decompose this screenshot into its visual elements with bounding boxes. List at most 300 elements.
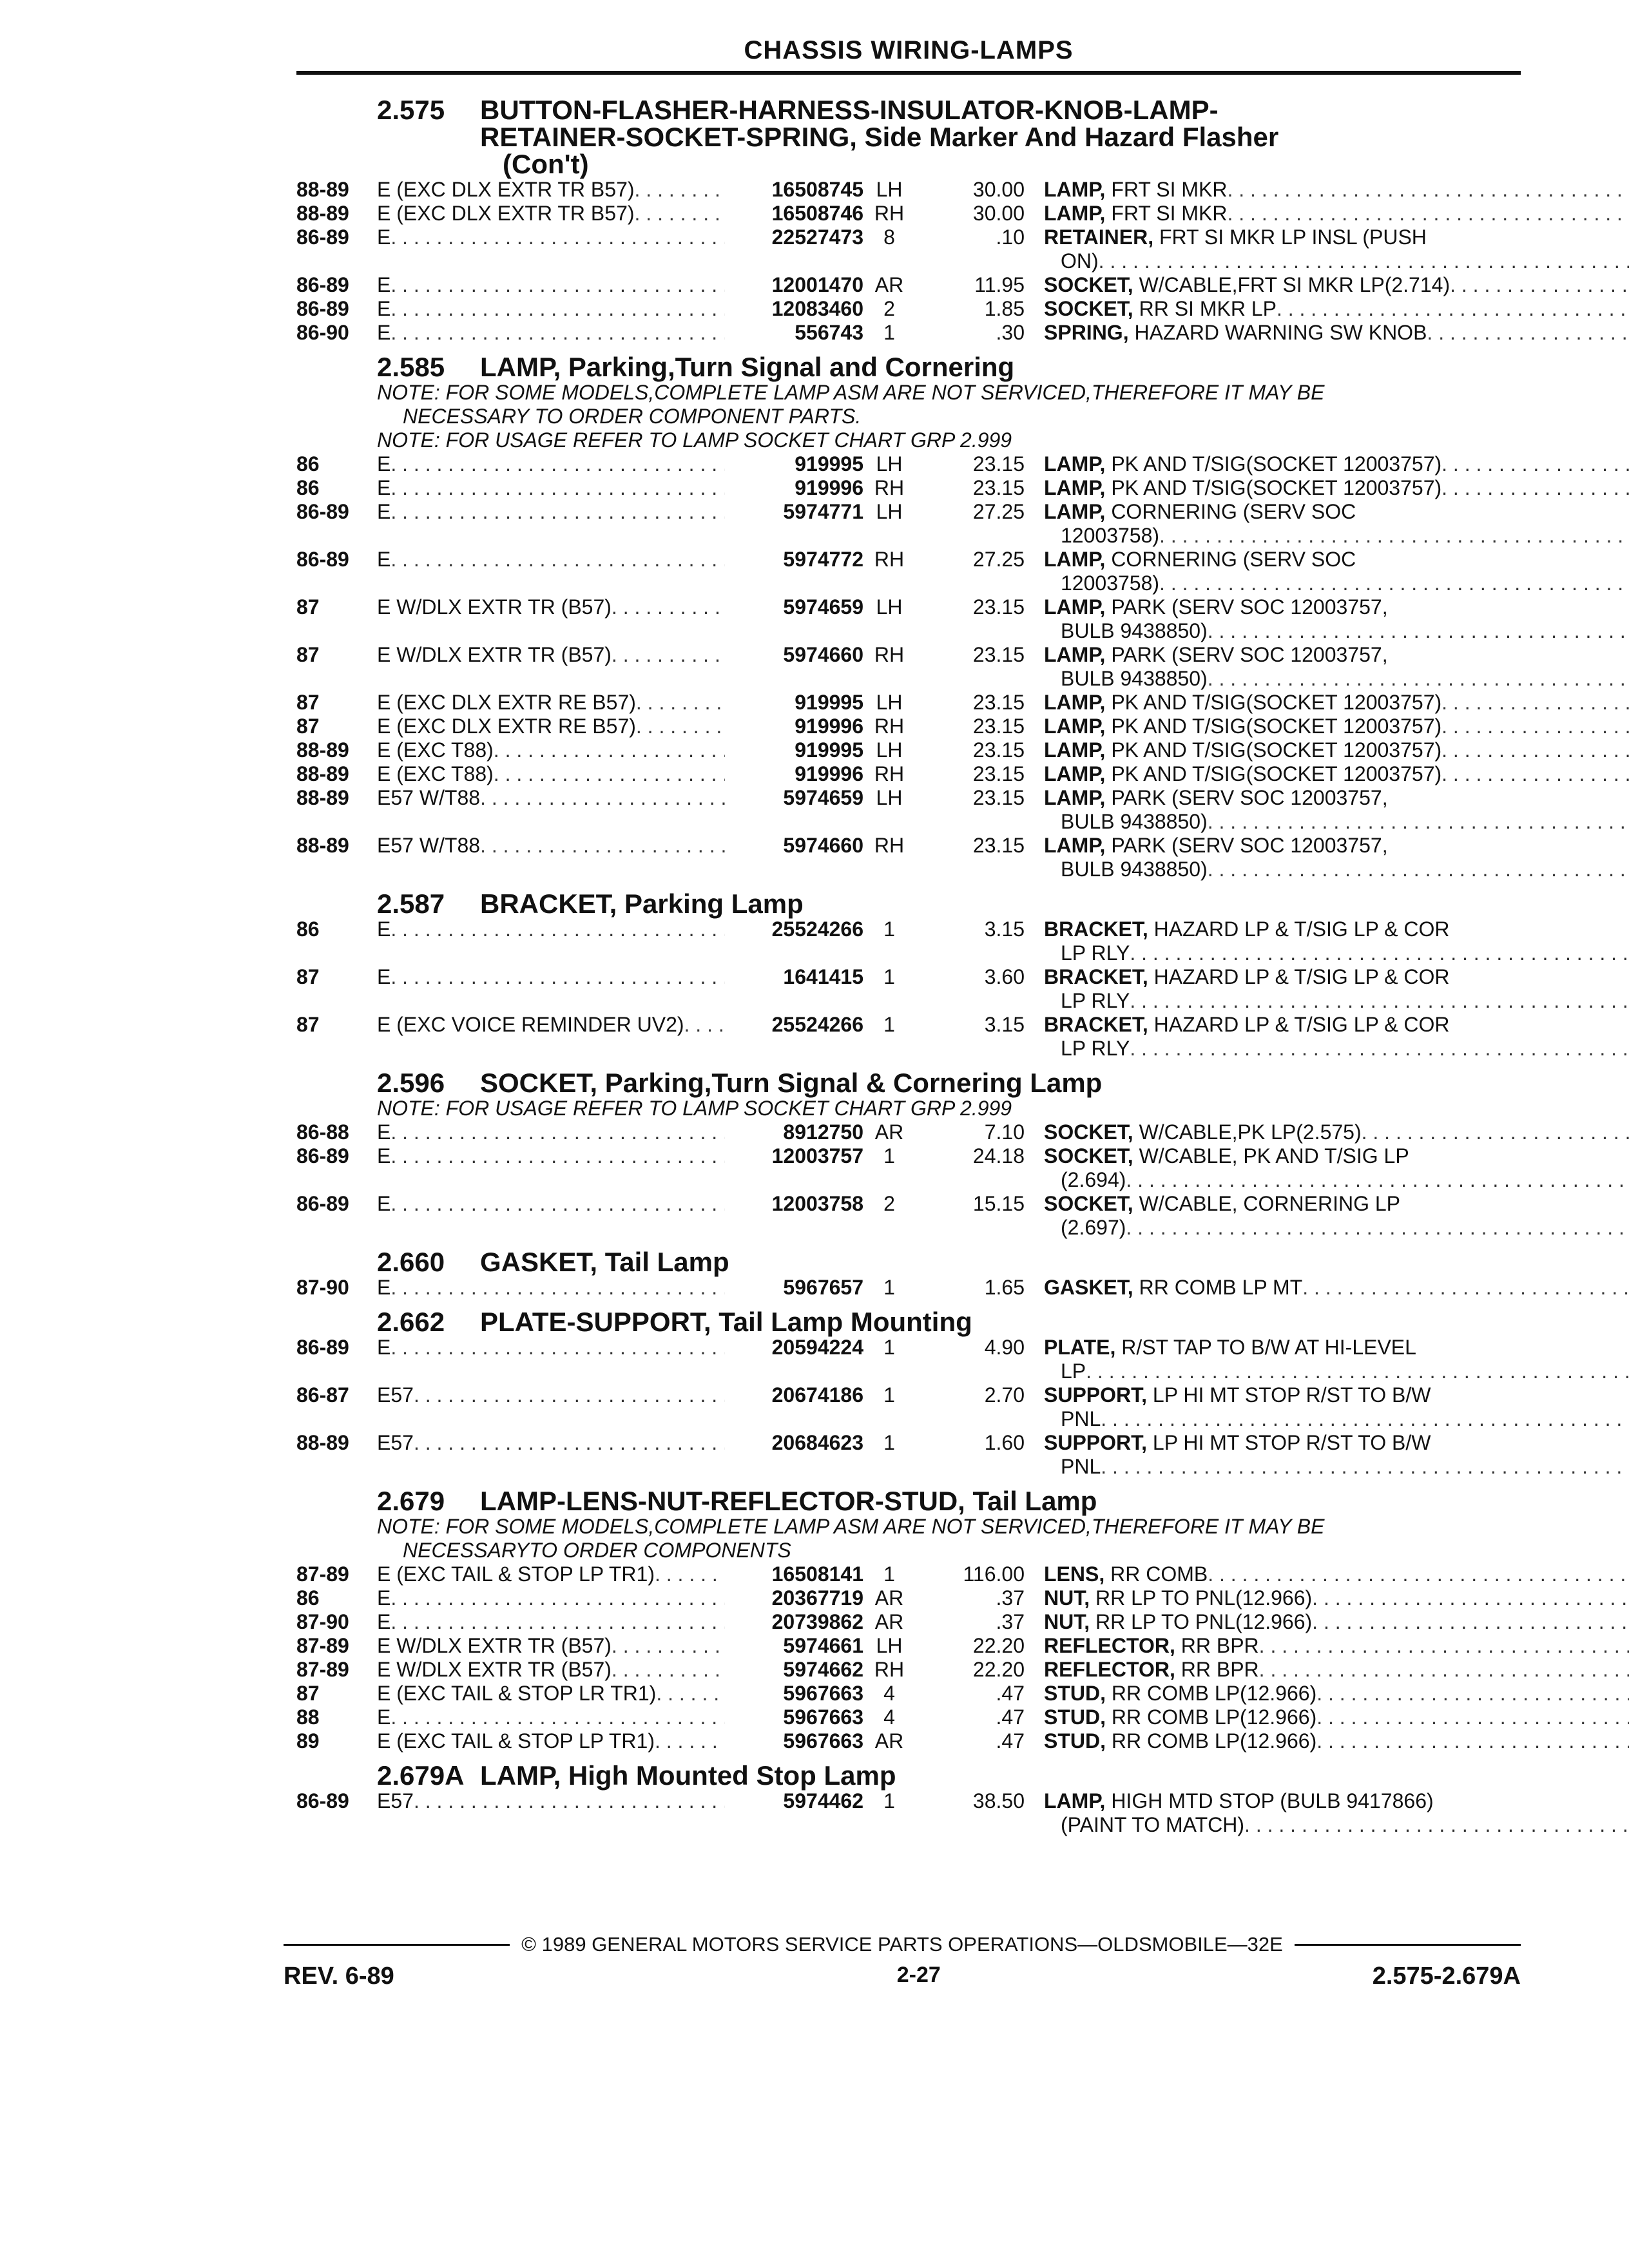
note-line: NOTE: FOR SOME MODELS,COMPLETE LAMP ASM ARE NOT SERVICED,THEREFORE IT MAY BE <box>377 1515 1325 1538</box>
description <box>1044 1431 1629 1479</box>
usage-code-text: E57 W/T88 <box>377 786 481 809</box>
description-detail: PNL <box>1061 1407 1101 1430</box>
part-number: 5974661 <box>783 1634 863 1657</box>
dot-leader <box>390 965 725 1013</box>
description <box>1044 965 1629 1013</box>
part-number: 25524266 <box>771 918 863 941</box>
part-number: 20367719 <box>771 1586 863 1610</box>
part-row <box>296 1789 1521 1837</box>
description-line <box>1044 297 1629 321</box>
dot-leader <box>480 834 725 881</box>
section-heading <box>296 97 1521 178</box>
quantity: 1 <box>883 1336 895 1359</box>
description-text <box>1061 989 1130 1013</box>
page-number: 2-27 <box>896 1963 941 1987</box>
part-number: 20674186 <box>771 1383 863 1407</box>
description-text <box>1061 1813 1244 1837</box>
description-detail: (2.697) <box>1061 1216 1126 1239</box>
description <box>1044 1383 1629 1431</box>
part-row <box>296 1013 1521 1061</box>
part-row <box>296 452 1521 476</box>
description-detail: LP RLY <box>1061 1037 1130 1060</box>
description <box>1044 918 1629 965</box>
dot-leader <box>1316 1682 1629 1706</box>
price: 2.70 <box>984 1383 1025 1407</box>
description-detail: W/CABLE,PK LP(2.575) <box>1139 1120 1362 1144</box>
model-years: 86-89 <box>296 548 349 571</box>
dot-leader <box>1316 1706 1629 1729</box>
description <box>1044 178 1629 202</box>
dot-leader <box>1312 1586 1629 1610</box>
part-row <box>296 1682 1521 1706</box>
description-text <box>1044 226 1427 249</box>
usage-code-text: E <box>377 1144 391 1168</box>
price: 27.25 <box>972 548 1025 571</box>
section-title <box>480 1488 1521 1515</box>
price: 1.65 <box>984 1276 1025 1299</box>
part-row <box>296 1383 1521 1431</box>
description-keyword: LAMP, <box>1044 500 1106 523</box>
usage-code-text: E57 W/T88 <box>377 834 481 857</box>
description-detail: BULB 9438850) <box>1061 810 1208 833</box>
description <box>1044 1610 1629 1634</box>
dot-leader <box>390 1276 725 1300</box>
part-number: 919995 <box>795 691 863 714</box>
model-years: 86 <box>296 1586 320 1610</box>
description-line <box>1044 1682 1629 1706</box>
description <box>1044 297 1629 321</box>
dot-leader <box>494 738 725 762</box>
part-row <box>296 1336 1521 1383</box>
part-row <box>296 786 1521 834</box>
description-text <box>1044 1431 1431 1455</box>
dot-leader <box>1159 572 1629 595</box>
dot-leader <box>1208 858 1629 881</box>
description-line <box>1044 810 1629 834</box>
part-number: 12003758 <box>771 1192 863 1215</box>
description <box>1044 273 1629 297</box>
dot-leader <box>1099 249 1629 273</box>
dot-leader <box>390 1336 725 1383</box>
part-number: 919995 <box>795 738 863 762</box>
description-line <box>1044 524 1629 548</box>
usage-code <box>377 1192 725 1240</box>
description-text <box>1044 1276 1302 1300</box>
usage-code <box>377 1431 725 1479</box>
part-row <box>296 297 1521 321</box>
description-text <box>1044 1562 1208 1586</box>
usage-code <box>377 202 725 226</box>
part-number: 919995 <box>795 452 863 476</box>
model-years: 87 <box>296 691 320 714</box>
part-row <box>296 965 1521 1013</box>
part-number: 16508141 <box>771 1562 863 1586</box>
usage-code <box>377 786 725 834</box>
part-row <box>296 595 1521 643</box>
description-keyword: LAMP, <box>1044 202 1106 225</box>
model-years: 88-89 <box>296 762 349 785</box>
description-line <box>1044 715 1629 738</box>
description <box>1044 1336 1629 1383</box>
part-number: 5974660 <box>783 643 863 666</box>
section-number: 2.575 <box>377 95 445 125</box>
description-keyword: LENS, <box>1044 1562 1105 1586</box>
description-text <box>1044 595 1388 619</box>
section-number: 2.679 <box>377 1486 445 1516</box>
price: 23.15 <box>972 715 1025 738</box>
description-line <box>1044 619 1629 643</box>
description-keyword: PLATE, <box>1044 1336 1116 1359</box>
quantity: RH <box>874 476 905 499</box>
description-detail: RR COMB LP(12.966) <box>1111 1682 1317 1705</box>
price: .30 <box>996 321 1025 344</box>
usage-code <box>377 1586 725 1610</box>
usage-code <box>377 1336 725 1383</box>
description-line <box>1044 1789 1629 1813</box>
description-line <box>1044 1562 1629 1586</box>
description-detail: CORNERING (SERV SOC <box>1111 500 1356 523</box>
description-text <box>1044 1192 1400 1216</box>
description <box>1044 226 1629 273</box>
description-keyword: LAMP, <box>1044 715 1106 738</box>
description-keyword: SOCKET, <box>1044 273 1133 296</box>
description-text <box>1044 1610 1312 1634</box>
part-number: 5974772 <box>783 548 863 571</box>
usage-code-text: E <box>377 297 391 320</box>
description-text <box>1044 476 1441 500</box>
description-text <box>1044 500 1356 524</box>
price: 38.50 <box>972 1789 1025 1812</box>
usage-code <box>377 715 725 738</box>
quantity: RH <box>874 1658 905 1681</box>
part-row <box>296 1120 1521 1144</box>
description-detail: W/CABLE, CORNERING LP <box>1139 1192 1400 1215</box>
description-keyword: LAMP, <box>1044 762 1106 785</box>
description-line <box>1044 738 1629 762</box>
dot-leader <box>612 1658 725 1682</box>
description-text <box>1044 1658 1259 1682</box>
part-number: 5974660 <box>783 834 863 857</box>
description-detail: RR LP TO PNL(12.966) <box>1095 1610 1313 1633</box>
part-number: 1641415 <box>783 965 863 988</box>
dot-leader <box>1316 1729 1629 1753</box>
dot-leader <box>1259 1634 1629 1658</box>
revision-label: REV. 6-89 <box>284 1963 394 1990</box>
part-row <box>296 1729 1521 1753</box>
usage-code <box>377 500 725 548</box>
part-row <box>296 691 1521 715</box>
usage-code-text: E <box>377 1192 391 1215</box>
dot-leader <box>612 1634 725 1658</box>
usage-code <box>377 762 725 786</box>
dot-leader <box>635 202 725 226</box>
description-line <box>1044 858 1629 881</box>
dot-leader <box>1441 476 1629 500</box>
part-number: 556743 <box>795 321 863 344</box>
description <box>1044 762 1629 786</box>
section-note <box>377 428 1521 452</box>
dot-leader <box>1227 178 1629 202</box>
section-number: 2.679A <box>377 1760 465 1791</box>
quantity: AR <box>874 1120 904 1144</box>
part-row <box>296 321 1521 345</box>
description-keyword: NUT, <box>1044 1586 1090 1610</box>
model-years: 87-89 <box>296 1658 349 1681</box>
usage-code-text: E (EXC T88) <box>377 762 494 785</box>
description-line <box>1044 643 1629 667</box>
usage-code-text: E (EXC TAIL & STOP LP TR1) <box>377 1562 655 1586</box>
price: .37 <box>996 1586 1025 1610</box>
usage-code <box>377 1658 725 1682</box>
part-row <box>296 1658 1521 1682</box>
dot-leader <box>390 500 725 548</box>
usage-code-text: E57 <box>377 1789 414 1812</box>
footer-rule-right <box>1295 1944 1521 1946</box>
part-number: 5967657 <box>783 1276 863 1299</box>
dot-leader <box>1441 691 1629 715</box>
usage-code-text: E (EXC T88) <box>377 738 494 762</box>
description-line <box>1044 1192 1629 1216</box>
part-row <box>296 273 1521 297</box>
description-line <box>1044 500 1629 524</box>
dot-leader <box>390 918 725 965</box>
description-keyword: LAMP, <box>1044 476 1106 499</box>
description-keyword: SOCKET, <box>1044 1144 1133 1168</box>
description-keyword: SOCKET, <box>1044 1120 1133 1144</box>
price: 22.20 <box>972 1634 1025 1657</box>
part-number: 20684623 <box>771 1431 863 1454</box>
model-years: 88-89 <box>296 202 349 225</box>
quantity: RH <box>874 202 905 225</box>
section-title-line: SOCKET, Parking,Turn Signal & Cornering Lamp <box>480 1068 1103 1098</box>
description-text <box>1044 834 1388 858</box>
model-years: 87-89 <box>296 1634 349 1657</box>
model-years: 89 <box>296 1729 320 1753</box>
description-line <box>1044 1336 1629 1360</box>
description <box>1044 834 1629 881</box>
price: 23.15 <box>972 762 1025 785</box>
part-number: 8912750 <box>783 1120 863 1144</box>
note-line: NOTE: FOR USAGE REFER TO LAMP SOCKET CHART GRP 2.999 <box>377 1097 1012 1120</box>
dot-leader <box>390 273 725 297</box>
model-years: 86-89 <box>296 1336 349 1359</box>
dot-leader <box>390 1120 725 1144</box>
description-line <box>1044 202 1629 226</box>
description-line <box>1044 1120 1629 1144</box>
part-number: 5974662 <box>783 1658 863 1681</box>
description-line <box>1044 1729 1629 1753</box>
description-keyword: REFLECTOR, <box>1044 1658 1175 1681</box>
quantity: LH <box>876 452 903 476</box>
dot-leader <box>612 595 725 643</box>
description-text <box>1044 1383 1431 1407</box>
part-number: 5974462 <box>783 1789 863 1812</box>
model-years: 86-90 <box>296 321 349 344</box>
part-row <box>296 548 1521 595</box>
quantity: AR <box>874 273 904 296</box>
usage-code <box>377 476 725 500</box>
description-line <box>1044 762 1629 786</box>
quantity: RH <box>874 548 905 571</box>
part-row <box>296 834 1521 881</box>
description-keyword: SOCKET, <box>1044 1192 1133 1215</box>
model-years: 86 <box>296 918 320 941</box>
description-keyword: LAMP, <box>1044 452 1106 476</box>
dot-leader <box>1130 1037 1629 1061</box>
description-keyword: STUD, <box>1044 1682 1106 1705</box>
description-detail: ON) <box>1061 249 1099 273</box>
description-keyword: REFLECTOR, <box>1044 1634 1175 1657</box>
description-detail: CORNERING (SERV SOC <box>1111 548 1356 571</box>
price: .47 <box>996 1729 1025 1753</box>
dot-leader <box>1101 1455 1629 1479</box>
description <box>1044 715 1629 738</box>
quantity: RH <box>874 834 905 857</box>
description-text <box>1044 1586 1312 1610</box>
model-years: 88-89 <box>296 1431 349 1454</box>
usage-code <box>377 297 725 321</box>
usage-code <box>377 1276 725 1300</box>
model-years: 86-89 <box>296 297 349 320</box>
description <box>1044 1120 1629 1144</box>
description-detail: W/CABLE, PK AND T/SIG LP <box>1139 1144 1409 1168</box>
description-keyword: STUD, <box>1044 1706 1106 1729</box>
quantity: AR <box>874 1586 904 1610</box>
description-line <box>1044 1586 1629 1610</box>
price: 3.60 <box>984 965 1025 988</box>
usage-code <box>377 1013 725 1061</box>
description-line <box>1044 1610 1629 1634</box>
copyright-text: © 1989 GENERAL MOTORS SERVICE PARTS OPERATIONS—OLDSMOBILE—32E <box>521 1933 1283 1956</box>
model-years: 88-89 <box>296 738 349 762</box>
section-title <box>480 1762 1521 1789</box>
usage-code-text: E (EXC DLX EXTR RE B57) <box>377 715 636 738</box>
dot-leader <box>414 1789 725 1837</box>
model-years: 87 <box>296 595 320 619</box>
description-keyword: GASKET, <box>1044 1276 1133 1299</box>
price: 27.25 <box>972 500 1025 523</box>
model-years: 88 <box>296 1706 320 1729</box>
description-line <box>1044 1407 1629 1431</box>
description-detail: PK AND T/SIG(SOCKET 12003757) <box>1111 476 1442 499</box>
description-line <box>1044 1383 1629 1407</box>
price: 23.15 <box>972 452 1025 476</box>
usage-code <box>377 1562 725 1586</box>
description-line <box>1044 178 1629 202</box>
quantity: 1 <box>883 1144 895 1168</box>
description-text <box>1061 1407 1101 1431</box>
description-line <box>1044 1276 1629 1300</box>
usage-code-text: E W/DLX EXTR TR (B57) <box>377 1658 612 1681</box>
dot-leader <box>390 321 725 345</box>
section-title-line: RETAINER-SOCKET-SPRING, Side Marker And Hazard Flasher <box>480 122 1279 152</box>
description-detail: PARK (SERV SOC 12003757, <box>1111 834 1388 857</box>
description-detail: PK AND T/SIG(SOCKET 12003757) <box>1111 715 1442 738</box>
description-text <box>1061 249 1099 273</box>
usage-code <box>377 834 725 881</box>
description <box>1044 1634 1629 1658</box>
description <box>1044 1789 1629 1837</box>
description-line <box>1044 691 1629 715</box>
part-row <box>296 918 1521 965</box>
description-text <box>1044 1634 1259 1658</box>
dot-leader <box>390 1706 725 1729</box>
price: 23.15 <box>972 595 1025 619</box>
page-title: CHASSIS WIRING-LAMPS <box>744 36 1074 64</box>
description <box>1044 1682 1629 1706</box>
description-line <box>1044 548 1629 572</box>
quantity: 8 <box>883 226 895 249</box>
quantity: 2 <box>883 1192 895 1215</box>
section-title <box>480 354 1521 381</box>
usage-code-text: E <box>377 1706 391 1729</box>
model-years: 86-88 <box>296 1120 349 1144</box>
part-row <box>296 226 1521 273</box>
part-number: 16508746 <box>771 202 863 225</box>
dot-leader <box>1227 202 1629 226</box>
quantity: 1 <box>883 1789 895 1812</box>
model-years: 86-87 <box>296 1383 349 1407</box>
description <box>1044 1013 1629 1061</box>
usage-code-text: E (EXC DLX EXTR RE B57) <box>377 691 636 714</box>
part-row <box>296 1562 1521 1586</box>
usage-code <box>377 178 725 202</box>
model-years: 88-89 <box>296 786 349 809</box>
part-number: 919996 <box>795 762 863 785</box>
parts-listing <box>296 88 1521 1837</box>
description-detail: RR LP TO PNL(12.966) <box>1095 1586 1313 1610</box>
description-line <box>1044 572 1629 595</box>
description-detail: RR COMB LP MT <box>1139 1276 1303 1299</box>
description-text <box>1044 1120 1362 1144</box>
model-years: 88-89 <box>296 834 349 857</box>
dot-leader <box>390 297 725 321</box>
dot-leader <box>1441 762 1629 786</box>
price: 23.15 <box>972 643 1025 666</box>
quantity: 4 <box>883 1706 895 1729</box>
dot-leader <box>1259 1658 1629 1682</box>
usage-code-text: E <box>377 321 391 344</box>
quantity: AR <box>874 1610 904 1633</box>
dot-leader <box>655 1729 725 1753</box>
description-line <box>1044 1216 1629 1240</box>
description-text <box>1044 321 1427 345</box>
description-text <box>1061 1360 1086 1383</box>
continued-label: (Con't) <box>503 149 589 179</box>
section-title-line: LAMP-LENS-NUT-REFLECTOR-STUD, Tail Lamp <box>480 1486 1097 1516</box>
description-detail: R/ST TAP TO B/W AT HI-LEVEL <box>1121 1336 1416 1359</box>
section-heading <box>296 354 1521 381</box>
description-line <box>1044 918 1629 941</box>
usage-code <box>377 691 725 715</box>
part-number: 5974659 <box>783 786 863 809</box>
section-heading <box>296 1309 1521 1336</box>
quantity: 1 <box>883 1431 895 1454</box>
description-line <box>1044 249 1629 273</box>
usage-code <box>377 1789 725 1837</box>
description-detail: HIGH MTD STOP (BULB 9417866) <box>1111 1789 1434 1812</box>
model-years: 88-89 <box>296 178 349 201</box>
description-detail: RR COMB LP(12.966) <box>1111 1729 1317 1753</box>
description-keyword: NUT, <box>1044 1610 1090 1633</box>
usage-code <box>377 965 725 1013</box>
description-line <box>1044 452 1629 476</box>
part-row <box>296 1192 1521 1240</box>
description-line <box>1044 1144 1629 1168</box>
note-line: NOTE: FOR USAGE REFER TO LAMP SOCKET CHART GRP 2.999 <box>377 428 1012 452</box>
part-number: 5967663 <box>783 1682 863 1705</box>
part-number: 5974659 <box>783 595 863 619</box>
